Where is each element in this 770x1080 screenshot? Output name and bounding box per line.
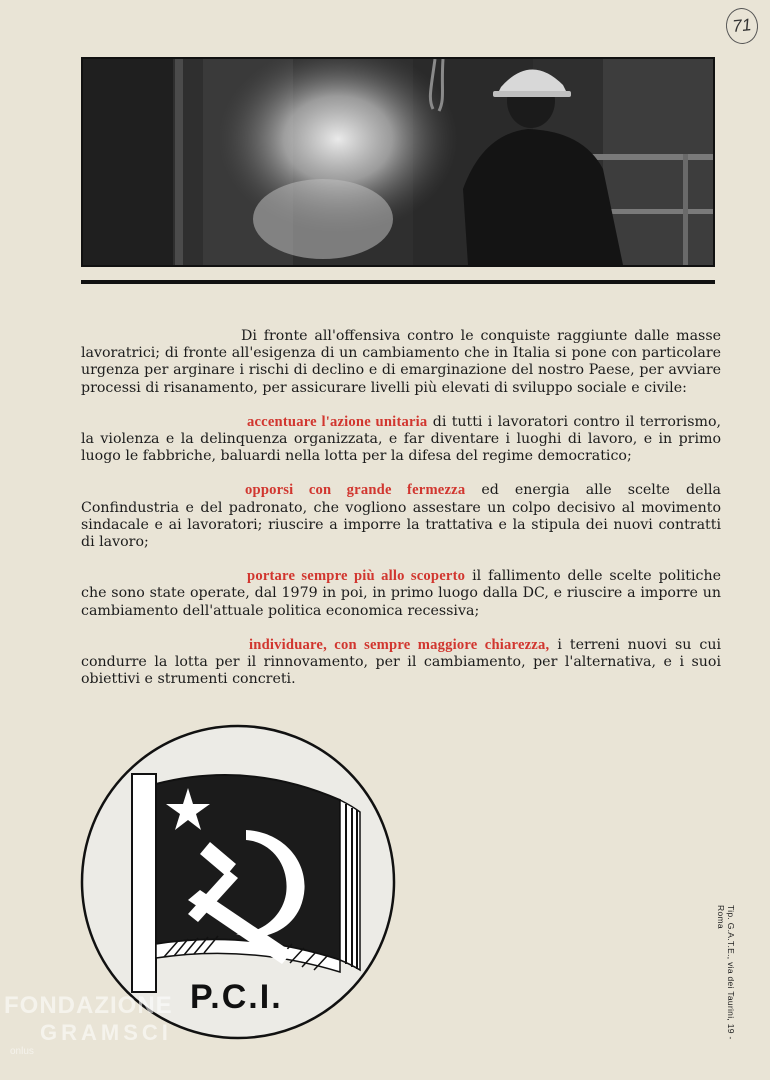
printer-credit: Tip. G.A.T.E., via dei Taurini, 19 - Roma: [716, 905, 736, 1040]
paragraph-point-3: portare sempre più allo scoperto il fallimento delle scelte politiche che sono state operate, dal 1979 in poi, in primo luogo dalla DC, e riuscire a imporre un cambiamento dell'attuale politica economica recessiva;: [81, 568, 721, 619]
keyword-highlight: individuare, con sempre maggiore chiarezza,: [249, 636, 550, 653]
paragraph-intro: Di fronte all'offensiva contro le conquiste raggiunte dalle masse lavoratrici; di fronte all'esigenza di un cambiamento che in Italia si pone con particolare urgenza per arginare i rischi di declino e di emarginazione del nostro Paese, per avviare processi di risanamento, per assicurare livelli più elevati di sviluppo sociale e civile:: [81, 328, 721, 396]
keyword-highlight: accentuare l'azione unitaria: [247, 413, 428, 430]
steelworker-photo-illustration: [83, 59, 713, 265]
keyword-highlight: opporsi con grande fermezza: [245, 482, 466, 499]
watermark-line-3: onlus: [10, 1046, 34, 1057]
emblem-label: P.C.I.: [190, 978, 283, 1016]
factory-photo: [81, 57, 715, 267]
keyword-highlight: portare sempre più allo scoperto: [247, 568, 466, 585]
paragraph-point-4: individuare, con sempre maggiore chiarezza, i terreni nuovi su cui condurre la lotta per il rinnovamento, per il cambiamento, per l'alternativa, e i suoi obiettivi e strumenti concreti.: [81, 636, 721, 688]
archive-watermark: [4, 992, 173, 1057]
watermark-line-1: FONDAZIONE: [4, 992, 173, 1019]
page-number: 71: [731, 15, 753, 36]
paragraph-point-2: opporsi con grande fermezza ed energia alle scelte della Confindustria e del padronato, che vogliono assestare un colpo decisivo al movimento sindacale e ai lavoratori; riuscire a imporre la trattativa e la stipula dei nuovi contratti di lavoro;: [81, 482, 721, 551]
page-number-stamp: [724, 6, 760, 45]
paragraph-point-1: accentuare l'azione unitaria di tutti i lavoratori contro il terrorismo, la violenza e la delinquenza organizzata, e far diventare i luoghi di lavoro, e in primo luogo le fabbriche, baluardi nella lotta per la difesa del regime democratico;: [81, 413, 721, 465]
watermark-line-2: GRAMSCI: [40, 1020, 172, 1045]
horizontal-rule: [81, 280, 715, 284]
body-text: [81, 328, 721, 705]
